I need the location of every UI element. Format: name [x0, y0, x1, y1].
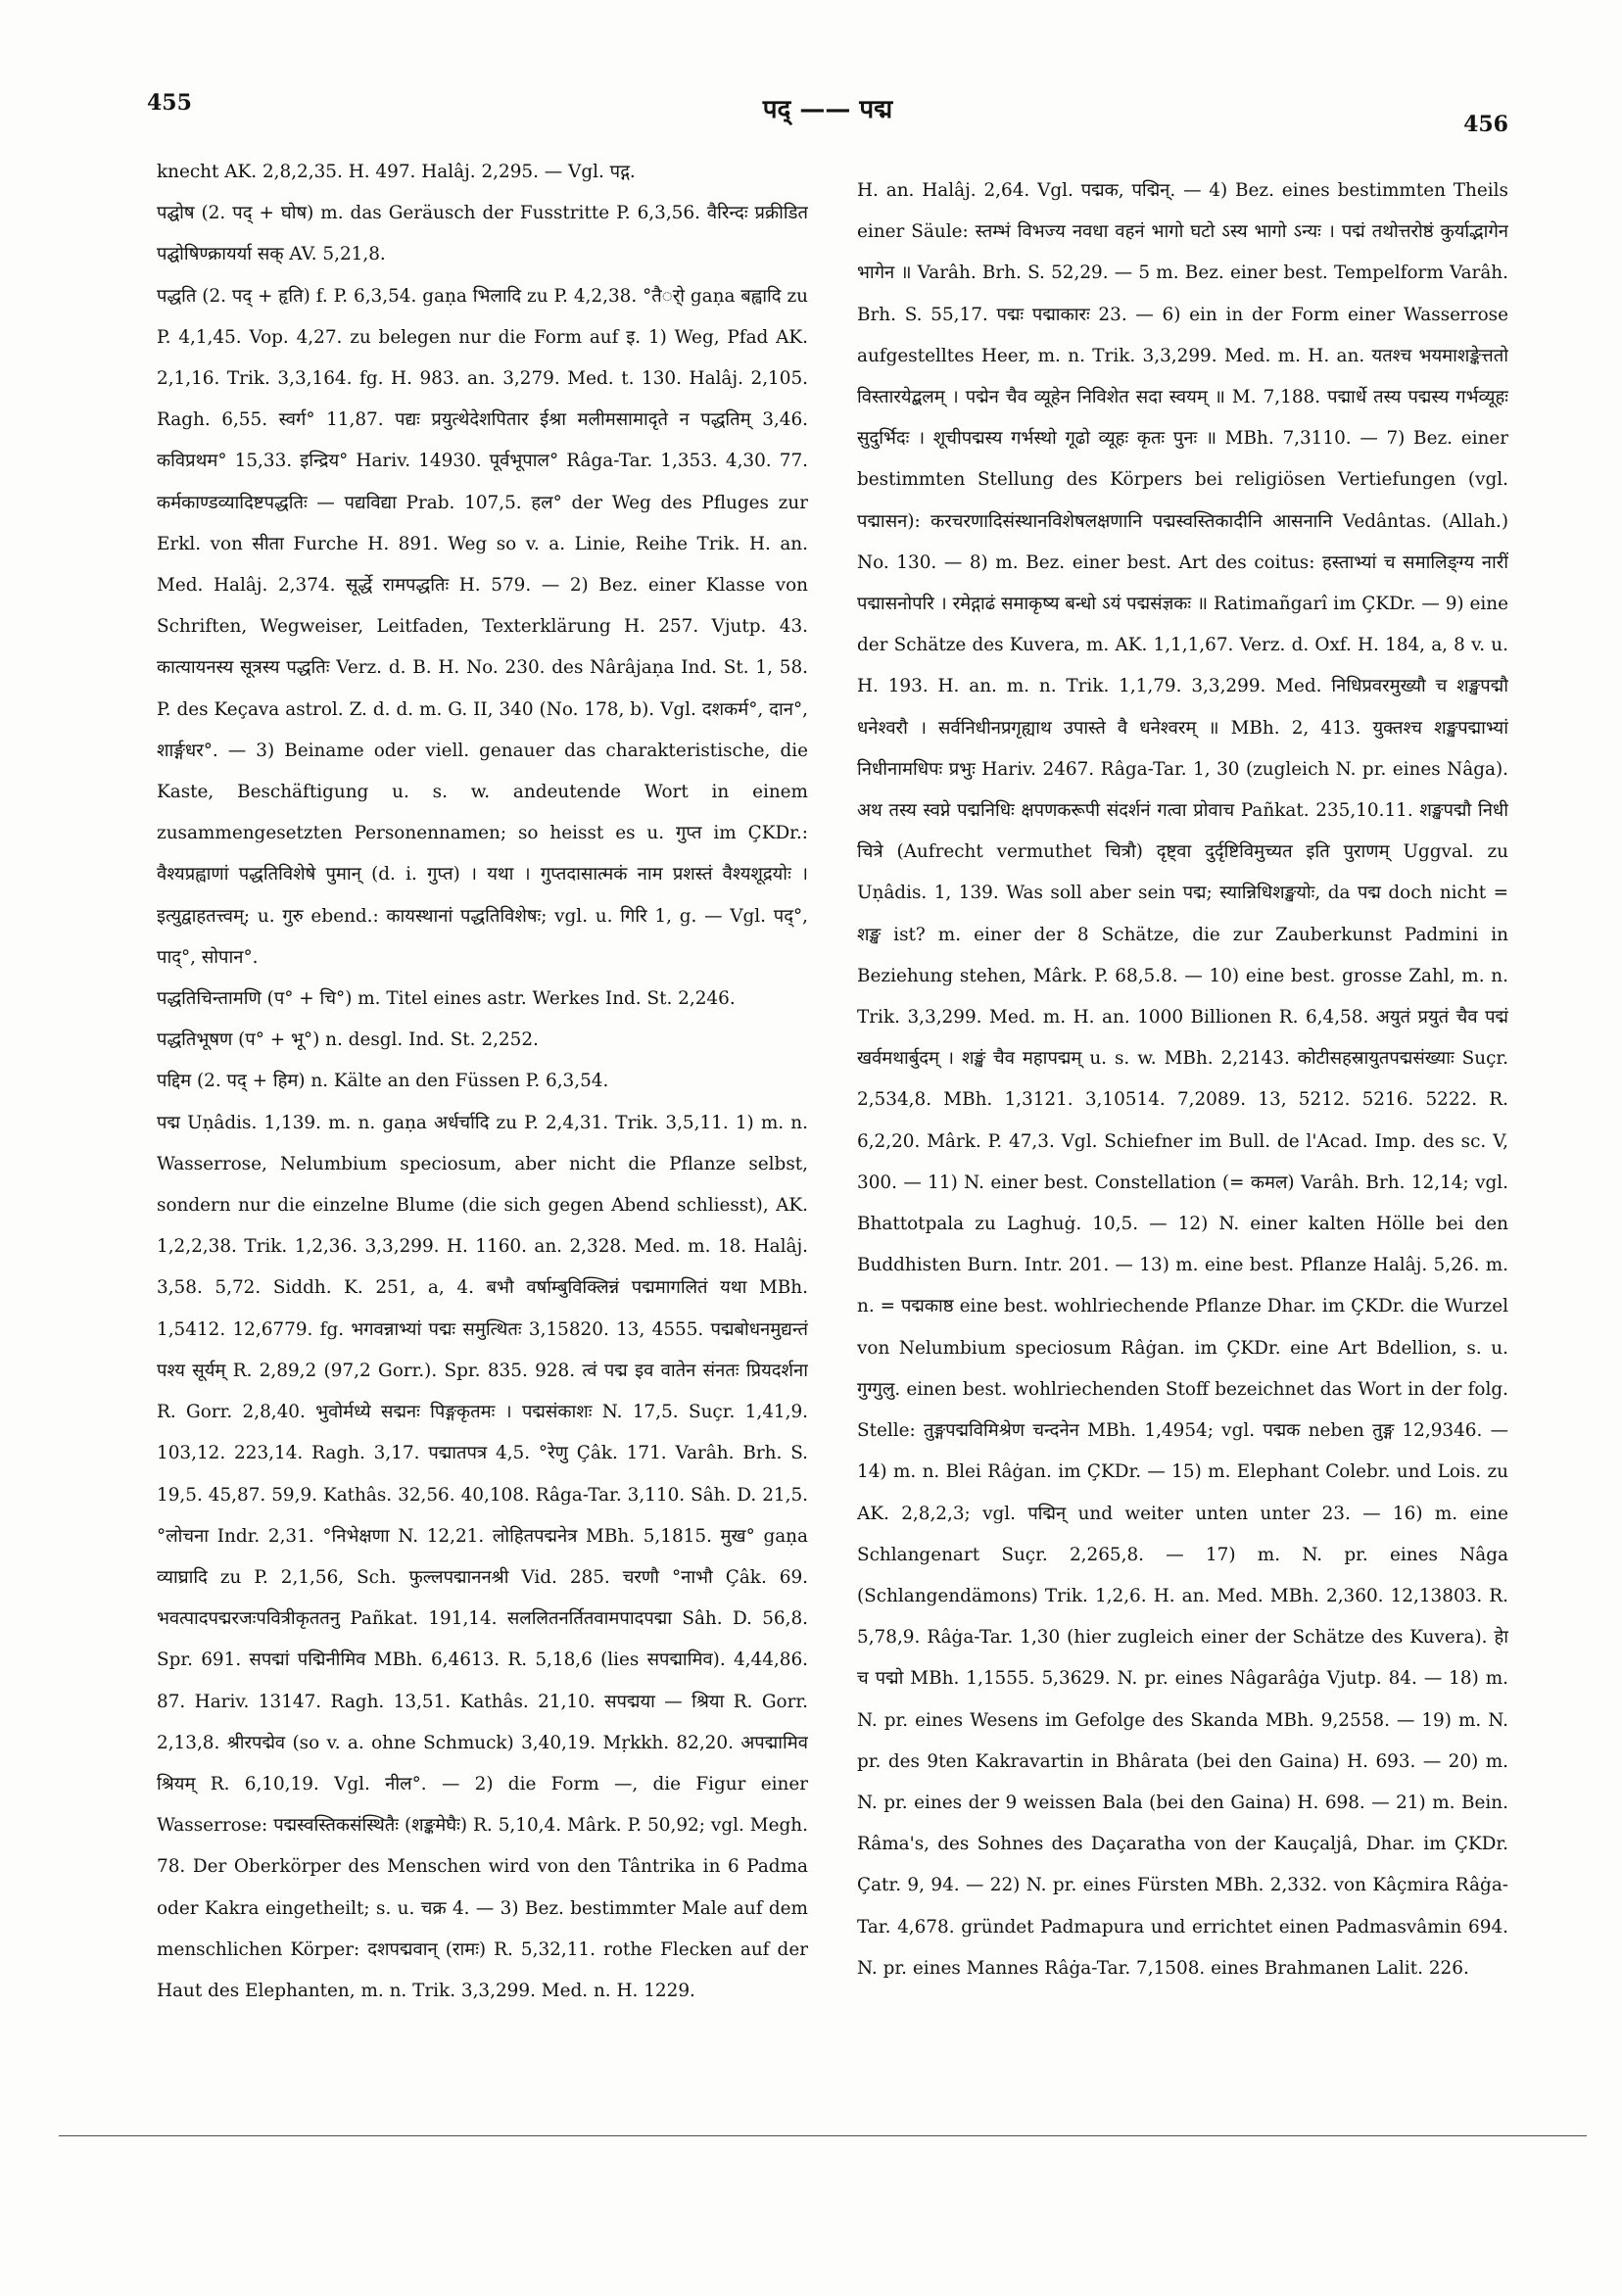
running-head: पद् —— पद्म — [762, 95, 893, 124]
page-header — [147, 90, 1508, 137]
entry-paddhati-bhushana: पद्धतिभूषण (प° + भू°) n. desgl. Ind. St. 2,252. — [157, 1029, 539, 1051]
page-number-left: 455 — [147, 90, 192, 116]
entry-padma-continued: H. an. Halâj. 2,64. Vgl. पद्मक, पद्मिन्. — 4) Bez. eines bestimmten Theils einer Säule: स्तम्भं विभज्य नवधा वहनं भागो घटो ऽस्य भागो ऽन्यः । पद्मं तथोत्तरोष्ठं कुर्याद्भागेन भागेन ॥ Varâh. Brh. S. 52,29. — 5 m. Bez. einer best. Tempelform Varâh. Brh. S. 55,17. पद्मः पद्माकारः 23. — 6) ein in der Form einer Wasserrose aufgestelltes Heer, m. n. Trik. 3,3,299. Med. m. H. an. यतश्च भयमाशङ्केत्ततो विस्तारयेद्बलम् । पद्मेन चैव व्यूहेन निविशेत सदा स्वयम् ॥ M. 7,188. पद्मार्धे तस्य पद्मस्य गर्भव्यूहः सुदुर्भिदः । शूचीपद्मस्य गर्भस्थो गूढो व्यूहः कृतः पुनः ॥ MBh. 7,3110. — 7) Bez. einer bestimmten Stellung des Körpers bei religiösen Vertiefungen (vgl. पद्मासन): करचरणादिसंस्थानविशेषलक्षणानि पद्मस्वस्तिकादीनि आसनानि Vedântas. (Allah.) No. 130. — 8) m. Bez. einer best. Art des coitus: हस्ताभ्यां च समालिङ्ग्य नारीं पद्मासनोपरि । रमेद्गाढं समाकृष्य बन्धो ऽयं पद्मसंज्ञकः ॥ Ratimañgarî im ÇKDr. — 9) eine der Schätze des Kuvera, m. AK. 1,1,1,67. Verz. d. Oxf. H. 184, a, 8 v. u. H. 193. H. an. m. n. Trik. 1,1,79. 3,3,299. Med. निधिप्रवरमुख्यौ च शङ्खपद्मौ धनेश्वरौ । सर्वनिधीनप्रगृह्याथ उपास्ते वै धनेश्वरम् ॥ MBh. 2, 413. युक्तश्च शङ्खपद्माभ्यां निधीनामधिपः प्रभुः Hariv. 2467. Râga-Tar. 1, 30 (zugleich N. pr. eines Nâga). अथ तस्य स्वप्ने पद्मनिधिः क्षपणकरूपी संदर्शनं गत्वा प्रोवाच Pañkat. 235,10.11. शङ्खपद्मौ निधी चित्रे (Aufrecht vermuthet चित्रौ) दृष्ट्वा दुर्दृष्टिविमुच्यत इति पुराणम् Uggval. zu Uṇâdis. 1, 139. Was soll aber sein पद्म; स्यान्निधिशङ्खयोः, da पद्म doch nicht = शङ्ख ist? m. einer der 8 Schätze, die zur Zauberkunst Padmini in Beziehung stehen, Mârk. P. 68,5.8. — 10) eine best. grosse Zahl, m. n. Trik. 3,3,299. Med. m. H. an. 1000 Billionen R. 6,4,58. अयुतं प्रयुतं चैव पद्मं खर्वमथार्बुदम् । शङ्खं चैव महापद्मम् u. s. w. MBh. 2,2143. कोटीसहस्रायुतपद्मसंख्याः Suçr. 2,534,8. MBh. 1,3121. 3,10514. 7,2089. 13, 5212. 5216. 5222. R. 6,2,20. Mârk. P. 47,3. Vgl. Schiefner im Bull. de l'Acad. Imp. des sc. V, 300. — 11) N. einer best. Constellation (= कमल) Varâh. Brh. 12,14; vgl. Bhattotpala zu Laghuġ. 10,5. — 12) N. einer kalten Hölle bei den Buddhisten Burn. Intr. 201. — 13) m. eine best. Pflanze Halâj. 5,26. m. n. = पद्मकाष्ठ eine best. wohlriechende Pflanze Dhar. im ÇKDr. die Wurzel von Nelumbium speciosum Râġan. im ÇKDr. eine Art Bdellion, s. u. गुग्गुलु. einen best. wohlriechenden Stoff bezeichnet das Wort in der folg. Stelle: तुङ्गपद्मविमिश्रेण चन्दनेन MBh. 1,4954; vgl. पद्मक neben तुङ्ग 12,9346. — 14) m. n. Blei Râġan. im ÇKDr. — 15) m. Elephant Colebr. und Lois. zu AK. 2,8,2,3; vgl. पद्मिन् und weiter unten unter 23. — 16) m. eine Schlangenart Suçr. 2,265,8. — 17) m. N. pr. eines Nâga (Schlangendämons) Trik. 1,2,6. H. an. Med. MBh. 2,360. 12,13803. R. 5,78,9. Râġa-Tar. 1,30 (hier zugleich einer der Schätze des Kuvera). हेा च पद्मो MBh. 1,1555. 5,3629. N. pr. eines Nâgarâġa Vjutp. 84. — 18) m. N. pr. eines Wesens im Gefolge des Skanda MBh. 9,2558. — 19) m. N. pr. des 9ten Kakravartin in Bhârata (bei den Gaina) H. 693. — 20) m. N. pr. eines der 9 weissen Bala (bei den Gaina) H. 698. — 21) m. Bein. Râma's, des Sohnes des Daçaratha von der Kauçaljâ, Dhar. im ÇKDr. Çatr. 9, 94. — 22) N. pr. eines Fürsten MBh. 2,332. von Kâçmira Râġa-Tar. 4,678. gründet Padmapura und errichtet einen Padmasvâmin 694. N. pr. eines Mannes Râġa-Tar. 7,1508. eines Brahmanen Lalit. 226. — [857, 180, 1508, 1979]
entry-continuation: knecht AK. 2,8,2,35. H. 497. Halâj. 2,295. — Vgl. पद्ग. — [157, 162, 636, 182]
page-number-right: 456 — [1463, 112, 1508, 137]
bottom-rule — [59, 2135, 1587, 2136]
entry-paddhati-cintamani: पद्धतिचिन्तामणि (प° + चि°) m. Titel eines astr. Werkes Ind. St. 2,246. — [157, 988, 736, 1010]
entry-paddhosha: पद्घोष (2. पद् + घोष) m. das Geräusch der Fusstritte P. 6,3,56. वैरिन्दः प्रक्रीडित पद्घोषिण्क्रायर्या सक् AV. 5,21,8. — [157, 203, 808, 265]
left-column — [157, 152, 808, 2062]
right-column — [857, 170, 1508, 2081]
entry-paddhima: पद्दिम (2. पद् + हिम) n. Kälte an den Füssen P. 6,3,54. — [157, 1071, 609, 1092]
entry-paddhati: पद्धति (2. पद् + हृति) f. P. 6,3,54. gaṇa भिलादि zu P. 4,2,38. °तैर्ो gaṇa बह्वादि zu P. 4,1,45. Vop. 4,27. zu belegen nur die Form auf इ. 1) Weg, Pfad AK. 2,1,16. Trik. 3,3,164. fg. H. 983. an. 3,279. Med. t. 130. Halâj. 2,105. Ragh. 6,55. स्वर्ग° 11,87. पद्यः प्रयुत्थेदेशपितार ईश्रा मलीमसामादृते न पद्धतिम् 3,46. कविप्रथम° 15,33. इन्द्रिय° Hariv. 14930. पूर्वभूपाल° Râga-Tar. 1,353. 4,30. 77. कर्मकाण्डव्यादिष्टपद्धतिः — पद्यविद्या Prab. 107,5. हल° der Weg des Pfluges zur Erkl. von सीता Furche H. 891. Weg so v. a. Linie, Reihe Trik. H. an. Med. Halâj. 2,374. सूर्द्धे रामपद्धतिः H. 579. — 2) Bez. einer Klasse von Schriften, Wegweiser, Leitfaden, Texterklärung H. 257. Vjutp. 43. कात्यायनस्य सूत्रस्य पद्धतिः Verz. d. B. H. No. 230. des Nârâjaṇa Ind. St. 1, 58. P. des Keçava astrol. Z. d. d. m. G. II, 340 (No. 178, b). Vgl. दशकर्म°, दान°, शार्ङ्गधर°. — 3) Beiname oder viell. genauer das charakteristische, die Kaste, Beschäftigung u. s. w. andeutende Wort in einem zusammengesetzten Personennamen; so heisst es u. गुप्त im ÇKDr.: वैश्यप्रह्वाणां पद्धतिविशेषे पुमान् (d. i. गुप्त) । यथा । गुप्तदासात्मकं नाम प्रशस्तं वैश्यशूद्रयोः । इत्युद्वाहतत्त्वम्; u. गुरु ebend.: कायस्थानां पद्धतिविशेषः; vgl. u. गिरि 1, g. — Vgl. पद्°, पाद्°, सोपान°. — [157, 285, 808, 968]
entry-padma: पद्म Uṇâdis. 1,139. m. n. gaṇa अर्धर्चादि zu P. 2,4,31. Trik. 3,5,11. 1) m. n. Wasserrose, Nelumbium speciosum, aber nicht die Pflanze selbst, sondern nur die einzelne Blume (die sich gegen Abend schliesst), AK. 1,2,2,38. Trik. 1,2,36. 3,3,299. H. 1160. an. 2,328. Med. m. 18. Halâj. 3,58. 5,72. Siddh. K. 251, a, 4. बभौ वर्षाम्बुविक्लिन्नं पद्ममागलितं यथा MBh. 1,5412. 12,6779. fg. भगवन्नाभ्यां पद्मः समुत्थितः 3,15820. 13, 4555. पद्मबोधनमुद्यन्तं पश्य सूर्यम् R. 2,89,2 (97,2 Gorr.). Spr. 835. 928. त्वं पद्म इव वातेन संनतः प्रियदर्शना R. Gorr. 2,8,40. भुवोर्मध्ये सद्मनः पिङ्गकृतमः । पद्मसंकाशः N. 17,5. Suçr. 1,41,9. 103,12. 223,14. Ragh. 3,17. पद्मातपत्र 4,5. °रेणु Çâk. 171. Varâh. Brh. S. 19,5. 45,87. 59,9. Kathâs. 32,56. 40,108. Râga-Tar. 3,110. Sâh. D. 21,5. °लोचना Indr. 2,31. °निभेक्षणा N. 12,21. लोहितपद्मनेत्र MBh. 5,1815. मुख° gaṇa व्याघ्रादि zu P. 2,1,56, Sch. फुल्लपद्माननश्री Vid. 285. चरणौ °नाभौ Çâk. 69. भवत्पादपद्मरजःपवित्रीकृततनु Pañkat. 191,14. सललितनर्तितवामपादपद्मा Sâh. D. 56,8. Spr. 691. सपद्मां पद्मिनीमिव MBh. 6,4613. R. 5,18,6 (lies सपद्मामिव). 4,44,86. 87. Hariv. 13147. Ragh. 13,51. Kathâs. 21,10. सपद्मया — श्रिया R. Gorr. 2,13,8. श्रीरपद्मेव (so v. a. ohne Schmuck) 3,40,19. Mṛkkh. 82,20. अपद्मामिव श्रियम् R. 6,10,19. Vgl. नील°. — 2) die Form —, die Figur einer Wasserrose: पद्मस्वस्तिकसंस्थितैः (शङ्कमेघैः) R. 5,10,4. Mârk. P. 50,92; vgl. Megh. 78. Der Oberkörper des Menschen wird von den Tântrika in 6 Padma oder Kakra eingetheilt; s. u. चक्र 4. — 3) Bez. bestimmter Male auf dem menschlichen Körper: दशपद्मवान् (रामः) R. 5,32,11. rothe Flecken auf der Haut des Elephanten, m. n. Trik. 3,3,299. Med. n. H. 1229. — [157, 1112, 808, 2001]
